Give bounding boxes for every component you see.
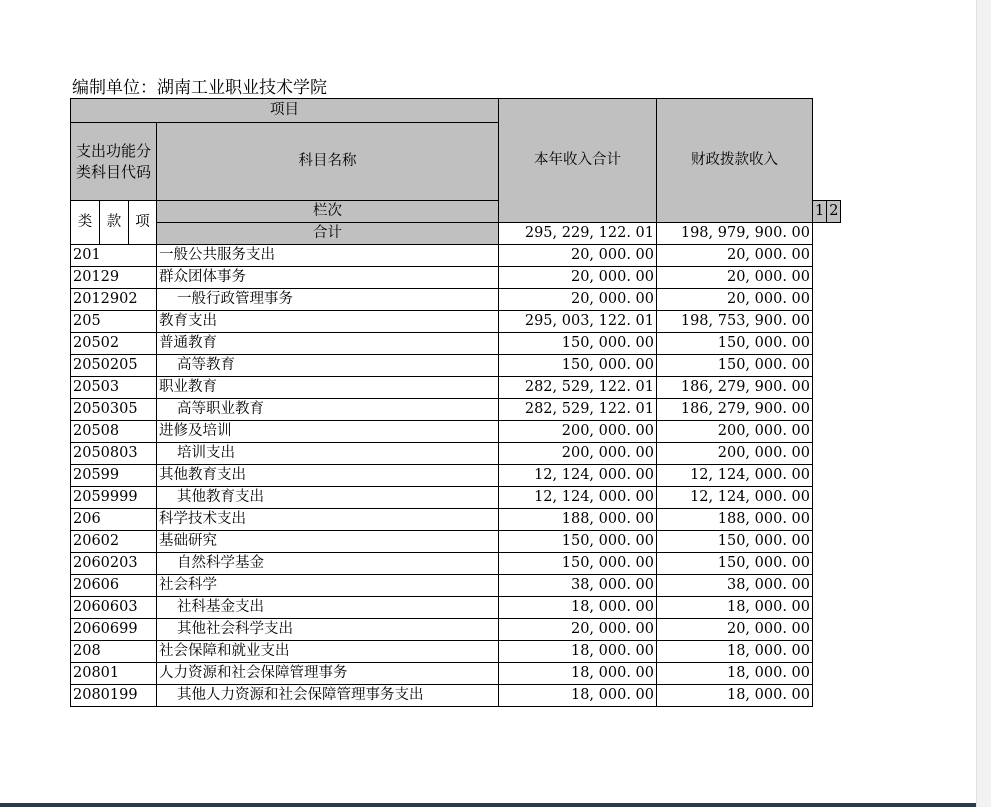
budget-table [70, 98, 841, 707]
row-subject-name: 高等教育 [157, 355, 499, 377]
table-row [71, 311, 841, 333]
table-row [71, 575, 841, 597]
row-code: 20129 [71, 267, 157, 289]
row-subject-name: 社会保障和就业支出 [157, 641, 499, 663]
row-fiscal-income: 150, 000. 00 [657, 355, 813, 377]
row-income-total: 18, 000. 00 [499, 641, 657, 663]
row-fiscal-income: 150, 000. 00 [657, 553, 813, 575]
lanci-2: 2 [827, 201, 841, 223]
row-code: 20801 [71, 663, 157, 685]
row-fiscal-income: 20, 000. 00 [657, 245, 813, 267]
row-fiscal-income: 18, 000. 00 [657, 685, 813, 707]
row-fiscal-income: 186, 279, 900. 00 [657, 377, 813, 399]
row-income-total: 20, 000. 00 [499, 619, 657, 641]
table-row [71, 685, 841, 707]
table-row [71, 487, 841, 509]
table-row [71, 333, 841, 355]
row-fiscal-income: 200, 000. 00 [657, 421, 813, 443]
table-row [71, 619, 841, 641]
row-code: 208 [71, 641, 157, 663]
row-subject-name: 其他社会科学支出 [157, 619, 499, 641]
row-code: 2060699 [71, 619, 157, 641]
row-fiscal-income: 200, 000. 00 [657, 443, 813, 465]
row-income-total: 200, 000. 00 [499, 421, 657, 443]
row-code: 2050205 [71, 355, 157, 377]
compiling-unit-label: 编制单位：湖南工业职业技术学院 [72, 78, 327, 98]
row-code: 20508 [71, 421, 157, 443]
row-income-total: 200, 000. 00 [499, 443, 657, 465]
row-code: 201 [71, 245, 157, 267]
row-subject-name: 进修及培训 [157, 421, 499, 443]
side-scroll-panel [976, 0, 991, 807]
row-fiscal-income: 188, 000. 00 [657, 509, 813, 531]
row-income-total: 20, 000. 00 [499, 245, 657, 267]
kuan-header: 款 [100, 201, 129, 245]
subject-name-header: 科目名称 [157, 123, 499, 201]
total-row [71, 223, 841, 245]
row-fiscal-income: 150, 000. 00 [657, 333, 813, 355]
row-income-total: 150, 000. 00 [499, 553, 657, 575]
row-subject-name: 人力资源和社会保障管理事务 [157, 663, 499, 685]
total-income: 295, 229, 122. 01 [499, 223, 657, 245]
table-row [71, 377, 841, 399]
row-fiscal-income: 18, 000. 00 [657, 663, 813, 685]
row-fiscal-income: 20, 000. 00 [657, 289, 813, 311]
header-row-project [71, 99, 841, 123]
row-subject-name: 高等职业教育 [157, 399, 499, 421]
row-income-total: 18, 000. 00 [499, 597, 657, 619]
row-income-total: 12, 124, 000. 00 [499, 487, 657, 509]
table-row [71, 355, 841, 377]
row-subject-name: 其他教育支出 [157, 465, 499, 487]
project-header: 项目 [71, 99, 499, 123]
row-code: 2060603 [71, 597, 157, 619]
total-fiscal: 198, 979, 900. 00 [657, 223, 813, 245]
row-fiscal-income: 150, 000. 00 [657, 531, 813, 553]
table-row [71, 509, 841, 531]
row-subject-name: 一般行政管理事务 [157, 289, 499, 311]
row-income-total: 150, 000. 00 [499, 531, 657, 553]
row-fiscal-income: 20, 000. 00 [657, 619, 813, 641]
row-fiscal-income: 18, 000. 00 [657, 641, 813, 663]
row-code: 20502 [71, 333, 157, 355]
lanci-header: 栏次 [157, 201, 499, 223]
row-code: 20602 [71, 531, 157, 553]
row-fiscal-income: 198, 753, 900. 00 [657, 311, 813, 333]
income-total-header: 本年收入合计 [499, 99, 657, 223]
row-fiscal-income: 12, 124, 000. 00 [657, 487, 813, 509]
table-row [71, 267, 841, 289]
row-subject-name: 职业教育 [157, 377, 499, 399]
fiscal-header: 财政拨款收入 [657, 99, 813, 223]
row-subject-name: 其他教育支出 [157, 487, 499, 509]
row-subject-name: 一般公共服务支出 [157, 245, 499, 267]
table-row [71, 443, 841, 465]
row-income-total: 282, 529, 122. 01 [499, 377, 657, 399]
row-income-total: 295, 003, 122. 01 [499, 311, 657, 333]
row-subject-name: 基础研究 [157, 531, 499, 553]
bottom-border [0, 803, 976, 807]
row-code: 2012902 [71, 289, 157, 311]
row-fiscal-income: 18, 000. 00 [657, 597, 813, 619]
row-code: 2080199 [71, 685, 157, 707]
row-code: 206 [71, 509, 157, 531]
row-income-total: 150, 000. 00 [499, 355, 657, 377]
row-subject-name: 社会科学 [157, 575, 499, 597]
row-code: 20599 [71, 465, 157, 487]
row-fiscal-income: 186, 279, 900. 00 [657, 399, 813, 421]
row-income-total: 20, 000. 00 [499, 289, 657, 311]
lanci-1: 1 [813, 201, 827, 223]
row-income-total: 38, 000. 00 [499, 575, 657, 597]
row-code: 205 [71, 311, 157, 333]
row-income-total: 20, 000. 00 [499, 267, 657, 289]
table-row [71, 289, 841, 311]
row-income-total: 12, 124, 000. 00 [499, 465, 657, 487]
row-subject-name: 自然科学基金 [157, 553, 499, 575]
row-income-total: 18, 000. 00 [499, 663, 657, 685]
table-row [71, 465, 841, 487]
table-row [71, 399, 841, 421]
row-income-total: 150, 000. 00 [499, 333, 657, 355]
row-code: 2050305 [71, 399, 157, 421]
row-income-total: 188, 000. 00 [499, 509, 657, 531]
row-fiscal-income: 38, 000. 00 [657, 575, 813, 597]
table-row [71, 531, 841, 553]
xiang-header: 项 [129, 201, 157, 245]
row-subject-name: 其他人力资源和社会保障管理事务支出 [157, 685, 499, 707]
row-subject-name: 教育支出 [157, 311, 499, 333]
row-subject-name: 培训支出 [157, 443, 499, 465]
row-subject-name: 群众团体事务 [157, 267, 499, 289]
table-row [71, 421, 841, 443]
row-code: 20503 [71, 377, 157, 399]
func-code-header: 支出功能分类科目代码 [71, 123, 157, 201]
row-subject-name: 社科基金支出 [157, 597, 499, 619]
row-code: 2059999 [71, 487, 157, 509]
row-fiscal-income: 12, 124, 000. 00 [657, 465, 813, 487]
lei-header: 类 [71, 201, 100, 245]
row-code: 2050803 [71, 443, 157, 465]
row-income-total: 18, 000. 00 [499, 685, 657, 707]
total-label: 合计 [157, 223, 499, 245]
row-code: 20606 [71, 575, 157, 597]
row-subject-name: 科学技术支出 [157, 509, 499, 531]
table-row [71, 553, 841, 575]
row-code: 2060203 [71, 553, 157, 575]
table-row [71, 663, 841, 685]
row-subject-name: 普通教育 [157, 333, 499, 355]
row-income-total: 282, 529, 122. 01 [499, 399, 657, 421]
table-row [71, 641, 841, 663]
row-fiscal-income: 20, 000. 00 [657, 267, 813, 289]
table-row [71, 245, 841, 267]
table-row [71, 597, 841, 619]
